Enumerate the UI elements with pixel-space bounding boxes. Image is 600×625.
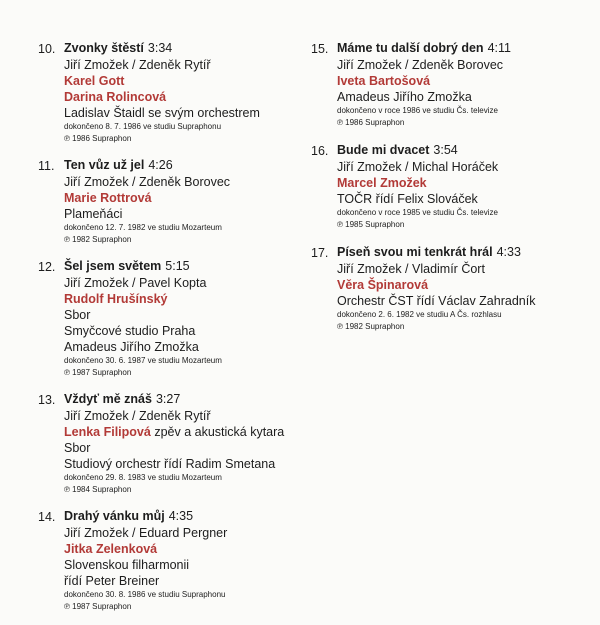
track-title-line — [64, 157, 300, 174]
track-duration: 3:54 — [433, 143, 458, 157]
composer-lyricist: Jiří Zmožek / Pavel Kopta — [64, 276, 207, 290]
composer-lyricist: Jiří Zmožek / Vladimír Čort — [337, 262, 485, 276]
track-duration: 4:33 — [496, 245, 521, 259]
track-title: Ten vůz už jel — [64, 158, 145, 172]
ensemble: Plameňáci — [64, 207, 123, 221]
ensemble: Amadeus Jiřího Zmožka — [337, 90, 472, 104]
track-duration: 3:34 — [147, 41, 173, 55]
track-number: 14. — [38, 510, 56, 524]
track-duration: 5:15 — [165, 259, 190, 273]
composer-lyricist: Jiří Zmožek / Michal Horáček — [337, 160, 499, 174]
track-entry — [311, 142, 591, 231]
performer — [64, 190, 300, 206]
ensemble: Smyčcové studio Praha — [64, 324, 196, 338]
track-title-line — [337, 142, 591, 159]
ensemble: řídí Peter Breiner — [64, 574, 160, 588]
ensemble: Slovenskou filharmonii — [64, 558, 190, 572]
track-number: 17. — [311, 246, 329, 260]
performer — [64, 89, 300, 105]
composer-lyricist: Jiří Zmožek / Eduard Pergner — [64, 526, 228, 540]
track-title: Máme tu další dobrý den — [337, 41, 484, 55]
track-duration: 3:27 — [155, 392, 181, 406]
recording-note: dokončeno v roce 1986 ve studiu Čs. televize — [337, 106, 498, 115]
performer-name: Iveta Bartošová — [337, 74, 431, 88]
recording-note: dokončeno 12. 7. 1982 ve studiu Mozarteum — [64, 223, 222, 232]
composer-lyricist: Jiří Zmožek / Zdeněk Rytíř — [64, 58, 211, 72]
track-duration: 4:35 — [168, 509, 194, 523]
performer-name: Marcel Zmožek — [337, 176, 427, 190]
recording-note: ℗ 1987 Supraphon — [64, 368, 132, 377]
recording-note: dokončeno 2. 6. 1982 ve studiu A Čs. rozhlasu — [337, 310, 502, 319]
track-title-line — [337, 244, 591, 261]
ensemble: Orchestr ČST řídí Václav Zahradník — [337, 294, 536, 308]
recording-note: dokončeno v roce 1985 ve studiu Čs. televize — [337, 208, 498, 217]
performer-name: Jitka Zelenková — [64, 542, 158, 556]
track-title-line — [64, 508, 300, 525]
performer-name: Věra Špinarová — [337, 278, 429, 292]
composer-lyricist: Jiří Zmožek / Zdeněk Borovec — [337, 58, 504, 72]
track-number: 10. — [38, 42, 56, 56]
performer — [337, 277, 591, 293]
track-number: 13. — [38, 393, 56, 407]
ensemble: Sbor — [64, 441, 91, 455]
track-number: 11. — [38, 159, 55, 173]
track-entry — [38, 258, 300, 379]
performer — [64, 291, 300, 307]
performer-name: Marie Rottrová — [64, 191, 152, 205]
ensemble: Studiový orchestr řídí Radim Smetana — [64, 457, 276, 471]
performer — [337, 73, 591, 89]
recording-note: ℗ 1982 Supraphon — [337, 322, 405, 331]
performer — [337, 175, 591, 191]
track-duration: 4:26 — [148, 158, 173, 172]
track-title: Drahý vánku můj — [64, 509, 165, 523]
track-entry — [38, 157, 300, 246]
recording-note: ℗ 1984 Supraphon — [64, 485, 132, 494]
composer-lyricist: Jiří Zmožek / Zdeněk Rytíř — [64, 409, 211, 423]
track-title: Bude mi dvacet — [337, 143, 430, 157]
recording-note: ℗ 1982 Supraphon — [64, 235, 132, 244]
track-number: 12. — [38, 260, 56, 274]
performer — [64, 541, 300, 557]
track-number: 16. — [311, 144, 329, 158]
track-number: 15. — [311, 42, 329, 56]
recording-note: ℗ 1985 Supraphon — [337, 220, 405, 229]
composer-lyricist: Jiří Zmožek / Zdeněk Borovec — [64, 175, 231, 189]
performer — [64, 424, 300, 440]
recording-note: ℗ 1986 Supraphon — [64, 134, 132, 143]
track-entry — [38, 508, 300, 613]
track-entry — [311, 40, 591, 129]
performer-role: zpěv a akustická kytara — [150, 425, 285, 439]
track-title: Šel jsem světem — [64, 259, 162, 273]
performer-name: Karel Gott — [64, 74, 125, 88]
recording-note: dokončeno 30. 8. 1986 ve studiu Supraphonu — [64, 590, 226, 599]
recording-note: ℗ 1986 Supraphon — [337, 118, 405, 127]
performer-name: Lenka Filipová — [64, 425, 151, 439]
ensemble: Ladislav Štaidl se svým orchestrem — [64, 106, 260, 120]
ensemble: Amadeus Jiřího Zmožka — [64, 340, 199, 354]
track-title-line — [64, 40, 300, 57]
track-title: Píseň svou mi tenkrát hrál — [337, 245, 493, 259]
recording-note: dokončeno 30. 6. 1987 ve studiu Mozarteum — [64, 356, 222, 365]
performer — [64, 73, 300, 89]
tracklist-right-column — [311, 40, 591, 346]
ensemble: Sbor — [64, 308, 91, 322]
recording-note: dokončeno 29. 8. 1983 ve studiu Mozarteum — [64, 473, 222, 482]
recording-note: dokončeno 8. 7. 1986 ve studiu Supraphonu — [64, 122, 222, 131]
recording-note: ℗ 1987 Supraphon — [64, 602, 132, 611]
track-entry — [38, 40, 300, 145]
ensemble: TOČR řídí Felix Slováček — [337, 192, 478, 206]
track-entry — [38, 391, 300, 496]
track-entry — [311, 244, 591, 333]
tracklist-left-column — [38, 40, 300, 625]
track-title-line — [337, 40, 591, 57]
performer-name: Darina Rolincová — [64, 90, 167, 104]
track-title-line — [64, 258, 300, 275]
track-title-line — [64, 391, 300, 408]
track-title: Zvonky štěstí — [64, 41, 144, 55]
track-title: Vždyť mě znáš — [64, 392, 152, 406]
track-duration: 4:11 — [487, 41, 511, 55]
performer-name: Rudolf Hrušínský — [64, 292, 168, 306]
